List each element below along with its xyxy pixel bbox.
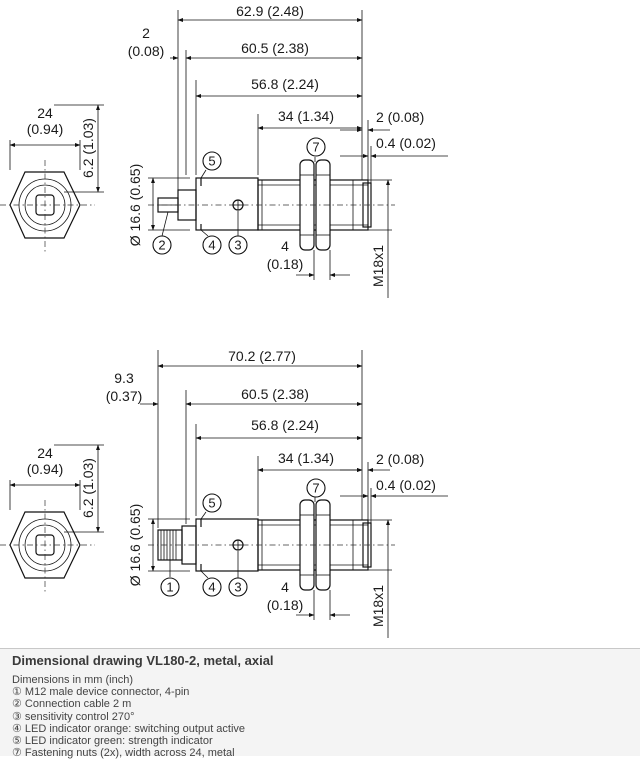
caption-line-led-orange: ④ LED indicator orange: switching output active	[12, 722, 246, 735]
caption-line-nuts: ⑦ Fastening nuts (2x), width across 24, metal	[12, 747, 235, 759]
caption-line-led-green: ⑤ LED indicator green: strength indicator	[12, 735, 213, 748]
bottom-dim-total: 70.2 (2.77)	[228, 348, 296, 364]
bottom-dim-width-in: (0.94)	[26, 461, 64, 477]
top-callout-2-label: 2	[158, 237, 166, 253]
top-callout-4-label: 4	[208, 237, 216, 253]
top-dim-body: 60.5 (2.38)	[241, 40, 309, 56]
top-dim-diameter: Ø 16.6 (0.65)	[127, 163, 143, 247]
top-dim-width-mm: 24	[37, 105, 53, 121]
top-dim-flat: 6.2 (1.03)	[80, 118, 96, 178]
bottom-sensor-body	[148, 500, 395, 590]
bottom-dim-body: 60.5 (2.38)	[241, 386, 309, 402]
top-dim-thread: 56.8 (2.24)	[251, 76, 319, 92]
top-dim-right-a: 2 (0.08)	[376, 109, 425, 125]
top-dim-total: 62.9 (2.48)	[236, 3, 304, 19]
bottom-dim-nut: 4	[281, 579, 289, 595]
top-sensor-body	[148, 160, 395, 250]
bottom-dim-diameter: Ø 16.6 (0.65)	[127, 503, 143, 587]
top-dim-nut-in: (0.18)	[266, 256, 304, 272]
bottom-dim-conn-offset: 9.3	[114, 370, 134, 386]
bottom-dim-conn-offset-in: (0.37)	[105, 388, 143, 404]
top-callout-3-label: 3	[234, 237, 242, 253]
bottom-dim-flat: 6.2 (1.03)	[80, 458, 96, 518]
bottom-dim-thread: 56.8 (2.24)	[251, 417, 319, 433]
bottom-callout-4-label: 4	[208, 579, 216, 595]
caption-line-sensitivity: ③ sensitivity control 270°	[12, 710, 135, 723]
caption-title: Dimensional drawing VL180-2, metal, axial	[12, 653, 274, 668]
bottom-callout-5-label: 5	[208, 495, 216, 511]
bottom-view-sensor-connector	[0, 348, 448, 638]
bottom-dim-width-mm: 24	[37, 445, 53, 461]
caption-line-cable: ② Connection cable 2 m	[12, 698, 132, 711]
top-dim-right-b: 0.4 (0.02)	[376, 135, 436, 151]
figure-caption	[0, 648, 640, 759]
top-dim-nut: 4	[281, 238, 289, 254]
bottom-dim-thread-size: M18x1	[370, 584, 386, 628]
bottom-dim-thread-short: 34 (1.34)	[277, 450, 335, 466]
top-dim-cable-offset: 2	[142, 25, 150, 41]
caption-line-units: Dimensions in mm (inch)	[12, 674, 134, 686]
bottom-callout-3-label: 3	[234, 579, 242, 595]
top-dim-width-in: (0.94)	[26, 121, 64, 137]
top-view-sensor-cable	[0, 3, 448, 298]
top-dim-cable-offset-in: (0.08)	[127, 43, 165, 59]
bottom-callout-7-label: 7	[312, 480, 320, 496]
caption-line-connector: ① M12 male device connector, 4-pin	[12, 686, 190, 699]
top-callout-5-label: 5	[208, 153, 216, 169]
bottom-callout-1-label: 1	[166, 579, 174, 595]
top-dim-thread-short: 34 (1.34)	[277, 108, 335, 124]
top-dim-thread-size: M18x1	[370, 244, 386, 288]
bottom-dim-right-b: 0.4 (0.02)	[376, 477, 436, 493]
bottom-dim-nut-in: (0.18)	[266, 597, 304, 613]
top-callout-7-label: 7	[312, 139, 320, 155]
bottom-dim-right-a: 2 (0.08)	[376, 451, 425, 467]
